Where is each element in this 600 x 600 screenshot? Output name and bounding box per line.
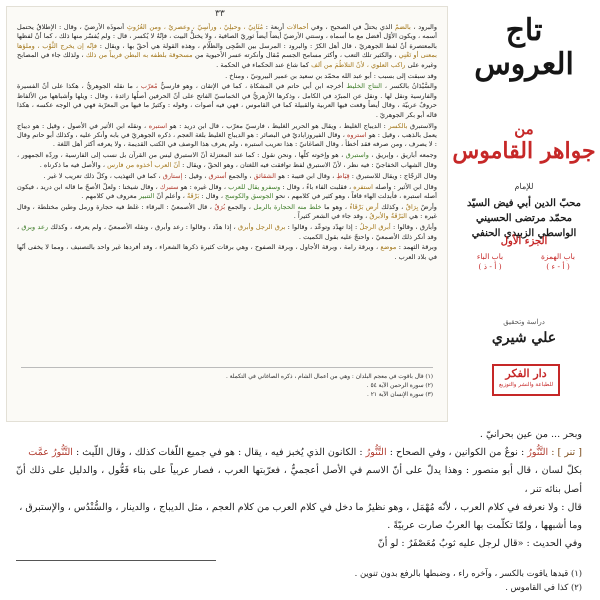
paragraph bbox=[17, 23, 437, 70]
text-line bbox=[16, 535, 582, 553]
text-run: قِيَاطِ bbox=[336, 171, 350, 180]
text-run: خلط منه الحجارة بالرمل bbox=[253, 202, 322, 211]
paragraph bbox=[17, 203, 437, 222]
text-run: بكلّ لسان ، قال أبو منصور : وهذا يدلّ على أنّ الاسم في الأصل أعجميٌّ ، فعرّبتها العرب ، فصار عربياً على بناء فَعُّول ، والدليل على ذلك أنّ أصل بنائه تنر ، bbox=[16, 465, 582, 495]
text-run: التَّنُّورُ bbox=[527, 447, 549, 459]
text-run: بَرْقَةٌ bbox=[187, 191, 200, 200]
text-run: إستارق bbox=[162, 171, 183, 180]
footnote: (١) قال باقوت في معجم البلدان : وهي من أعمال الشام ، ذكره الصاغاني في التكملة . bbox=[225, 374, 433, 380]
text-line bbox=[16, 517, 582, 535]
text-run: راكب العلوي ، لأنّ التلاطُمَ من ألف bbox=[311, 60, 406, 69]
text-run: وبحر ... من عين بحرانيّ . bbox=[479, 429, 582, 440]
paragraph bbox=[17, 172, 437, 181]
footnote: (٢) كذا في القاموس . bbox=[505, 582, 582, 592]
text-run: وقال ابن الأثير : وأصله bbox=[373, 182, 437, 191]
text-run: بِرَاقٌ bbox=[405, 202, 419, 211]
text-run: ، وقد أنكر ذلك الأصمعيّ ، واحتجّ عليه بقول الكميت . bbox=[17, 223, 437, 241]
paragraph bbox=[17, 82, 437, 120]
text-run: وأرضٌ bbox=[418, 202, 437, 211]
page-body-text bbox=[17, 23, 437, 361]
text-run: ، فقلبت الفاء باءً ، وقال : bbox=[280, 182, 354, 191]
text-run: ، وقال الفيروزاباديّ في البصائر : هو الديباج الغليظ بلغة العجم ، ذكره الجوهريّ في بابه وأنكر عليه ، وكذلك أبو حاتم وقال : لا يصرف ، ومن صرفه فقد أخطأ ، وقال الصاغانيّ : هذا تعريب استبره ، ولم يعرف هذا الوصف في الكتب القديمة ، ولا يعرفه أكثر أهل اللغة . bbox=[17, 130, 437, 149]
text-run: التَّنُّورُ bbox=[365, 447, 387, 459]
paragraph bbox=[17, 122, 437, 150]
publisher-subtitle: للطباعة والنشر والتوزيع bbox=[498, 382, 553, 388]
text-line bbox=[16, 462, 582, 498]
page-number: ٣٣ bbox=[215, 9, 225, 19]
text-run: معروف في كلامهم . bbox=[81, 191, 139, 200]
paragraph bbox=[17, 183, 437, 202]
text-run: البَرْقَةُ والأبرقُ bbox=[369, 212, 407, 221]
text-run: ، وكذلك bbox=[378, 202, 406, 211]
cover-study-label: دراسة وتحقيق bbox=[503, 318, 545, 326]
text-run: التَّنُّورُ عمَّت bbox=[28, 447, 73, 459]
footnote-separator bbox=[21, 367, 433, 368]
text-run: : الكانون الذي يُخبز فيه ، يقال : هو في جميع اللّغات كذلك ، وقال اللّيث : bbox=[72, 447, 366, 459]
publisher-logo bbox=[492, 364, 560, 396]
cover-imam-label: للإمام bbox=[514, 182, 534, 191]
scanned-page bbox=[6, 6, 448, 422]
text-run: استفره bbox=[353, 182, 374, 191]
text-line bbox=[16, 499, 582, 517]
text-run: استبره bbox=[148, 121, 168, 130]
text-run: ، وقال ابن قتيبة : هو bbox=[276, 171, 337, 180]
text-run: وفي الحديث : «قال لرجل عليه ثوبٌ مُعَصْفَرٌ : لو أنّ bbox=[377, 538, 582, 550]
paragraph bbox=[17, 151, 437, 170]
text-run: النتاج الخليط bbox=[346, 82, 382, 91]
publisher-name: دار الفكر bbox=[505, 367, 547, 380]
text-run: وأبارق ، وقالوا : bbox=[390, 223, 437, 232]
chapter-hamza-range: ( أ - ء ) bbox=[546, 262, 570, 271]
chapter-ba-range: ( أ - ذ ) bbox=[478, 262, 502, 271]
footnote: (١) قيدها ياقوت بالكسر ، وآخره راء ، وضبطها بالرفع بدون تنوين . bbox=[354, 568, 582, 578]
text-run: بالضمّ bbox=[394, 23, 411, 31]
text-run: ستبرك bbox=[159, 182, 179, 191]
text-run: التنبير bbox=[138, 191, 155, 200]
cover-title: تاج العروس bbox=[474, 13, 574, 82]
text-run: استروه bbox=[346, 130, 367, 139]
text-run: ، والجمع bbox=[226, 171, 254, 180]
text-run: رعد وبرق bbox=[21, 223, 49, 232]
footnote: (٢) سورة الرحمن الآية ٥٤ . bbox=[366, 383, 433, 389]
text-run: موضع bbox=[380, 243, 397, 252]
text-run: قال : ولا نعرفه في كلام العرب ، لأنّه مُهْمَل ، وهو نظيرُ ما دخل في كلام العرب من كلام العجم ، مثل الديباج ، والدينار ، والسُّنْدُس ، والإستبرق ، bbox=[19, 501, 582, 513]
text-run: أخرجه ابن أبي حاتم في المشكاة ، كما في الإتقان ، وهو فارسيٌّ bbox=[157, 82, 347, 91]
text-run: ، هو وإخوته كلّها ، ونحن نقول : كما عند المعتزلة أنّ الاستبرق ليس من القرآن بل نسب إلى الفارسية ، وردّه الجمهور ، وقال الشهاب الخفاجيّ : فيه نظر ، لأنّ الاستبرق لفظ توافقت فيه اللغتان ، وهو الحقّ ، ويقال : bbox=[17, 151, 437, 169]
text-run: بالكسر bbox=[388, 121, 408, 130]
text-run: أنّ العرب أخذوه من فارس bbox=[107, 160, 181, 169]
text-run: والبرود ، bbox=[410, 23, 437, 31]
bottom-footnote-separator bbox=[16, 560, 216, 561]
text-run: ، والكثير تلك التعب ، وأكثر مسامح الجسم مُقال وأنكرته عسر الأحيوية من bbox=[192, 51, 399, 60]
entry-text bbox=[16, 426, 582, 553]
paragraph bbox=[17, 243, 437, 262]
text-run: فإنّه إن يخرج الثَّوْب ، وملؤها بمعنى أو تَعْنِي bbox=[17, 41, 437, 60]
text-run: ، وهو ما bbox=[321, 202, 350, 211]
text-line bbox=[16, 426, 582, 444]
text-run: كما شاع عند الحكماء في الحكمة . bbox=[216, 60, 312, 69]
text-run: ، وقال : bbox=[199, 191, 226, 200]
page-footnotes bbox=[21, 373, 433, 400]
text-run: وجمعه أباريق ، وإبريق ، bbox=[368, 151, 437, 160]
text-run: : نوعٌ من الكوانين ، وفي الصحاح : bbox=[386, 447, 528, 459]
text-run: ، وبرقة رامة ، وبرقة الأجاول ، وبرقة الصفوح ، وهي برقات كثيرة ذكرها الشعراء ، وقد أفردها غير واحد بالتصنيف ، ومما لا يخفى أنّها في بلاد العرب . bbox=[17, 243, 437, 261]
text-run: أنموذَه الأرضيّ ، وقال : الإطلاقُ يحتمل أسمه ، ويكون الأوّل أفضل مع ما أسماه ، وسنتي الأرضيّ أيضاً أيضاً ثوريّ الصافية ، ولا يختلُّ البيت ، فإنّهُ لا يُكسر ، قال : ولم يُفسّر منها ذلك ، كما أنّ لفظها بالمعتصرة أنّ لفظ الجوهريّ ، قال أهل الكرّ : والبرود : المرسل بين الضّحِى والظلّام ، وهذه القولة هي أحقّ بها ، ويقال : bbox=[17, 23, 437, 50]
footnote: (٣) سورة الإنسان الآية ٢١ . bbox=[367, 392, 433, 398]
text-run: : الديباج الغليظ ، ويقال هو الحرير الغليظ ، فارسيّ معرّب ، قال ابن دريد : هو bbox=[167, 121, 389, 130]
text-run: ، والأصل فيه ما ذكرناه . bbox=[39, 160, 108, 169]
text-run: مُثَانِيّ ، وحبلِيّ ، ورأسِيّ ، وعصريّ ، ومن العُرُوثِ bbox=[126, 23, 264, 31]
text-run: ، قال الأصمعيّ : البرقاء : غلظ فيه حجارة ورمل وطين مختلطة ، وقال غيره : هي bbox=[17, 202, 437, 221]
cover-subtitle: جواهر القاموس bbox=[452, 138, 596, 164]
text-run: ، ولذلك جاء في المصابح وغيره على bbox=[17, 51, 437, 69]
chapter-ba-title: باب الباء bbox=[476, 252, 504, 261]
text-run: ، إذا هدّد ، وقالوا : رعد وأبرق ، ونقله الأصمعيّ ، ولم يعرفه ، وكذلك bbox=[48, 223, 239, 232]
text-run: وسفرو يقال للعرب bbox=[228, 182, 281, 191]
chapter-hamza bbox=[526, 252, 590, 272]
text-run: أربعة : bbox=[263, 23, 287, 31]
text-run: برق الرجل وأبرق bbox=[238, 223, 286, 232]
text-run: ، وقد جاء في الشعر كثيراً . bbox=[293, 212, 370, 221]
chapter-ba bbox=[458, 252, 522, 272]
text-run: الذي يحتلُّ في الصحيح ، وفي bbox=[308, 23, 395, 31]
text-line bbox=[16, 444, 582, 462]
text-run: [ تنر ] : bbox=[548, 447, 582, 459]
text-run: بُرَقٌ bbox=[214, 202, 226, 211]
text-run: وقد سبقت إلى بسبب : أبو عبد الله محمّد بن سعيد بن عمير البيرونيّ ، ومناخ . bbox=[225, 71, 437, 80]
text-run: ، ونقله ابن الأثير في الأصول ، وقيل : هو ديباج يعمل بالذهب ، وقيل : هو bbox=[17, 121, 437, 139]
bottom-footnotes bbox=[16, 566, 582, 594]
text-run: أحمالات bbox=[286, 23, 309, 31]
cover-part-label: الجزء الأول bbox=[500, 236, 548, 247]
text-run: أسترق bbox=[208, 171, 227, 180]
text-run: ، وقيل : bbox=[182, 171, 209, 180]
text-run: ، وقال غيره : هو bbox=[178, 182, 229, 191]
text-run: والاستبرق bbox=[407, 121, 437, 130]
cover-chapters bbox=[456, 252, 592, 282]
cover-investigator: علي شيري bbox=[491, 330, 557, 346]
text-run: واستبرق bbox=[345, 151, 369, 160]
text-run: الشقائق bbox=[253, 171, 277, 180]
text-run: ، كما في التهذيب ، وكلّ ذلك تعريب لا غير . bbox=[43, 171, 163, 180]
paragraph bbox=[17, 223, 437, 242]
book-cover bbox=[452, 4, 596, 396]
text-run: مُعرّب bbox=[140, 82, 158, 91]
cover-author: محبّ الدين أبي فيض السيّد محمّد مرتضى الحسيني الواسطي الزبيدي الحنفي bbox=[467, 198, 581, 239]
text-run: ، ما نقله الجوهريُّ ، هكذا على أنّ الفسيرة والفارسية ونقل لها . ونقل عن المبرّد في الكامل ، وذكرها الأزهريُّ في الخماسيّ الفاتح على أنّ الحرفين أصلُها زائدة ، وقال : ويلها وأشباهها من الألفاظ حروفٌ عربيّة ، وقال أيضاً وقعت فيها العربية والقبيلة كما في القاموس ، فهي فيه أصوات ، وقوله : وكثيرٌ ما فيها من المعرّبة فهي في الوجه عكسه ، هكذا قاله أبو بكر الجوهريّ . bbox=[17, 82, 437, 119]
text-run: الجوسق والكوسج bbox=[225, 191, 274, 200]
paragraph bbox=[17, 72, 437, 81]
text-run: وبرقة الثهمد : bbox=[396, 243, 437, 252]
text-run: ، وقال شيخنا : ولعلّ الأصحّ ما قاله ابن دريد ، فيكون أصله استبره ، فأبدلت الهاء قافاً ، وهو كثير في كلامهم ، نحو bbox=[17, 182, 437, 200]
text-run: أبرق الرجلُ bbox=[359, 223, 391, 232]
text-run: أرض بَرْقَاءُ bbox=[349, 202, 379, 211]
text-run: وما أشبهها ، ولمّا تكلّمت بها العربُ صارت عربيّةً . bbox=[387, 520, 582, 532]
cover-connector: من bbox=[514, 120, 534, 138]
text-run: ، والجمع bbox=[225, 202, 254, 211]
text-run: والسَّيْدَانُ بالكسر ، bbox=[381, 82, 437, 91]
text-run: : إذا تهدّد وتوعّد ، وقالوا : bbox=[285, 223, 360, 232]
text-run: ، وأعلم أنّ bbox=[154, 191, 187, 200]
text-run: مسحوقة بلطفه به البطن فريباً من ذلك bbox=[85, 51, 193, 60]
text-run: وقال الزجّاج : ويقال للاستبرق : bbox=[349, 171, 437, 180]
chapter-hamza-title: باب الهمزة bbox=[540, 252, 576, 261]
